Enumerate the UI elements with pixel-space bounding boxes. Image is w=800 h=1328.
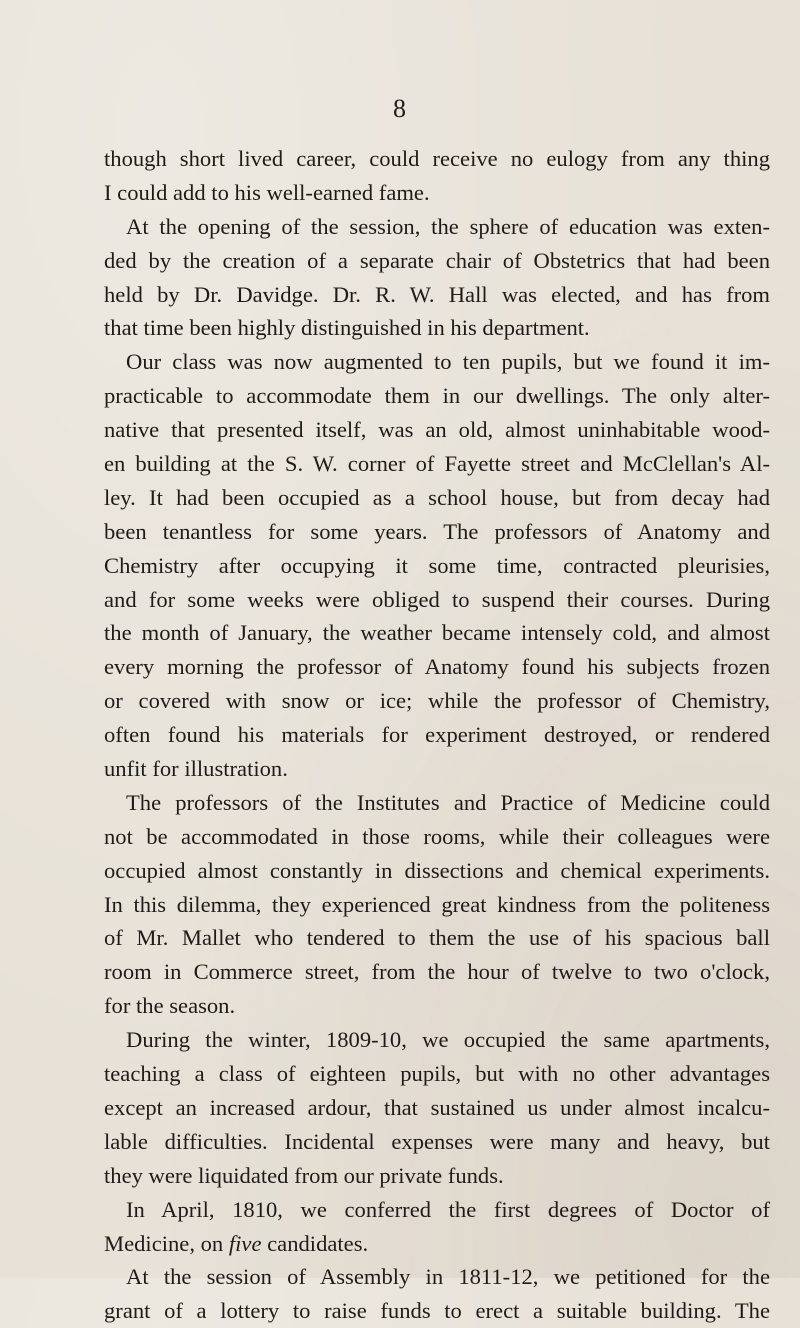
text-line: occupied almost constantly in dissections and chemical experiments. xyxy=(104,857,770,883)
text-line: except an increased ardour, that sustained us under almost incalcu- xyxy=(104,1094,770,1120)
text-line: that time been highly distinguished in his department. xyxy=(104,315,590,341)
page-number: 8 xyxy=(393,94,407,123)
text-line: teaching a class of eighteen pupils, but with no other advantages xyxy=(104,1061,770,1087)
text-line: they were liquidated from our private funds. xyxy=(104,1162,504,1188)
text-line: for the season. xyxy=(104,993,236,1019)
text-line: grant of a lottery to raise funds to erect a suitable building. The xyxy=(104,1298,770,1324)
text-line: or covered with snow or ice; while the professor of Chemistry, xyxy=(104,688,770,714)
text-line: been tenantless for some years. The professors of Anatomy and xyxy=(104,518,770,544)
text-line: The professors of the Institutes and Practice of Medicine could xyxy=(126,789,770,815)
text-line: of Mr. Mallet who tendered to them the use of his spacious ball xyxy=(104,925,770,951)
text-line: room in Commerce street, from the hour of twelve to two o'clock, xyxy=(104,959,770,985)
text-line: At the session of Assembly in 1811-12, we petitioned for the xyxy=(126,1264,770,1290)
text-line: every morning the professor of Anatomy found his subjects frozen xyxy=(104,654,770,680)
text-line: and for some weeks were obliged to suspend their courses. During xyxy=(104,586,770,612)
text-line: During the winter, 1809-10, we occupied the same apartments, xyxy=(126,1027,770,1053)
emphasized-word: five xyxy=(228,1230,262,1256)
text-line: though short lived career, could receive no eulogy from any thing xyxy=(104,146,770,171)
text-line: In April, 1810, we conferred the first degrees of Doctor of xyxy=(126,1196,770,1222)
text-line: ded by the creation of a separate chair of Obstetrics that had been xyxy=(104,247,770,273)
text-line: often found his materials for experiment destroyed, or rendered xyxy=(104,722,770,748)
text-line: ley. It had been occupied as a school house, but from decay had xyxy=(104,484,770,510)
text-line: native that presented itself, was an old, almost uninhabitable wood- xyxy=(104,417,770,443)
text-line: practicable to accommodate them in our dwellings. The only alter- xyxy=(104,383,770,409)
text-line: Our class was now augmented to ten pupils, but we found it im- xyxy=(126,349,770,375)
text-line: the month of January, the weather became intensely cold, and almost xyxy=(104,620,770,646)
text-line: unfit for illustration. xyxy=(104,756,288,782)
body-text xyxy=(104,142,770,1328)
text-line: In this dilemma, they experienced great kindness from the politeness xyxy=(104,891,770,917)
text-line: en building at the S. W. corner of Fayette street and McClellan's Al- xyxy=(104,451,770,477)
text-line: lable difficulties. Incidental expenses were many and heavy, but xyxy=(104,1128,770,1154)
text-line: not be accommodated in those rooms, while their colleagues were xyxy=(104,823,770,849)
text-line: I could add to his well-earned fame. xyxy=(104,179,430,205)
text-line: At the opening of the session, the sphere of education was exten- xyxy=(126,213,770,239)
text-line: held by Dr. Davidge. Dr. R. W. Hall was elected, and has from xyxy=(104,281,770,307)
text-line: Chemistry after occupying it some time, contracted pleurisies, xyxy=(104,552,770,578)
text-line: Medicine, on five candidates. xyxy=(104,1230,369,1256)
